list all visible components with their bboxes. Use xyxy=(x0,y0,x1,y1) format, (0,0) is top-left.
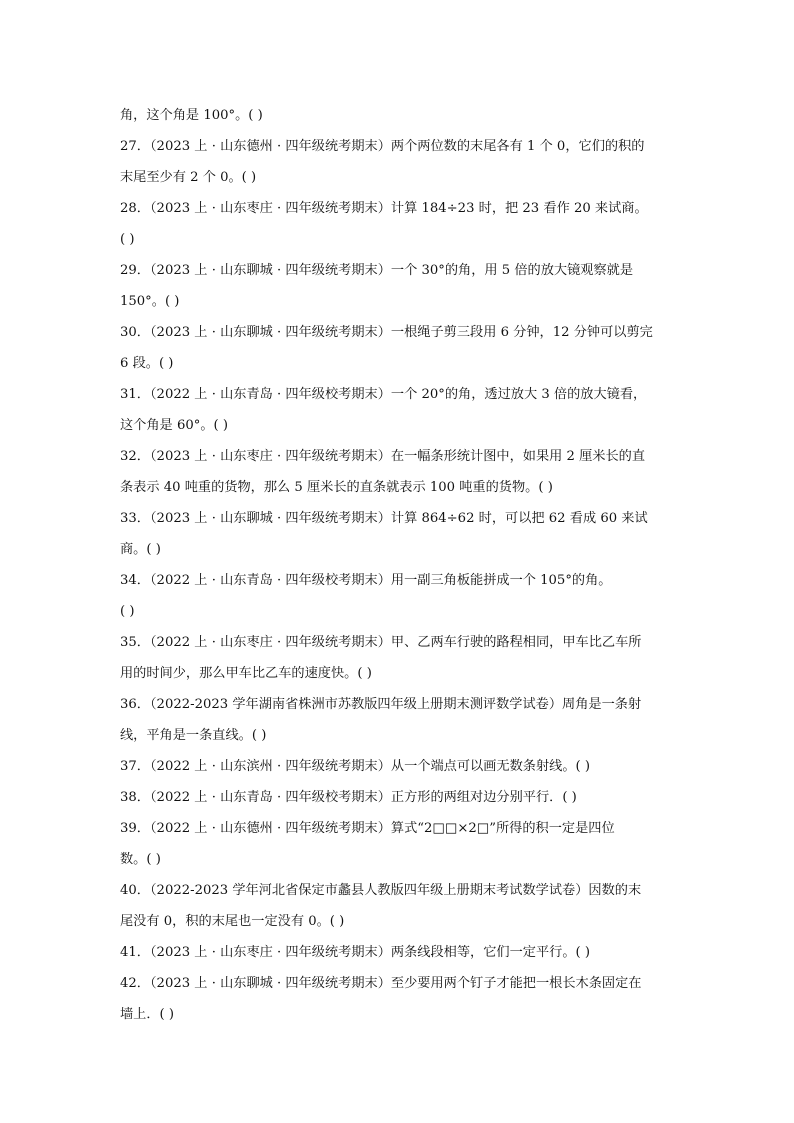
question-36-line-1: 36．（2022-2023 学年湖南省株洲市苏教版四年级上册期末测评数学试卷）周角是一条射 xyxy=(120,697,642,712)
question-35-line-1: 35．（2022 上 · 山东枣庄 · 四年级统考期末）甲、乙两车行驶的路程相同，甲车比乙车所 xyxy=(120,635,642,650)
question-list xyxy=(120,100,680,1030)
question-42-line-1: 42．（2023 上 · 山东聊城 · 四年级统考期末）至少要用两个钉子才能把一根长木条固定在 xyxy=(120,976,642,991)
question-31-line-1: 31．（2022 上 · 山东青岛 · 四年级校考期末）一个 20°的角，透过放大 3 倍的放大镜看， xyxy=(120,387,647,402)
question-28-line-1: 28．（2023 上 · 山东枣庄 · 四年级统考期末）计算 184÷23 时，把 23 看作 20 来试商。 xyxy=(120,201,648,216)
question-34-line-2: ( ) xyxy=(120,604,135,619)
question-32-line-1: 32．（2023 上 · 山东枣庄 · 四年级统考期末）在一幅条形统计图中，如果用 2 厘米长的直 xyxy=(120,449,646,464)
question-40-line-2: 尾没有 0，积的末尾也一定没有 0。( ) xyxy=(120,914,345,929)
question-30-line-1: 30．（2023 上 · 山东聊城 · 四年级统考期末）一根绳子剪三段用 6 分钟，12 分钟可以剪完 xyxy=(120,325,653,340)
question-42-line-2: 墙上．( ) xyxy=(120,1007,175,1022)
question-40-line-1: 40．（2022-2023 学年河北省保定市蠡县人教版四年级上册期末考试数学试卷）因数的末 xyxy=(120,883,642,898)
question-39-line-2: 数。( ) xyxy=(120,852,161,867)
question-29-line-2: 150°。( ) xyxy=(120,294,180,309)
question-30-line-2: 6 段。( ) xyxy=(120,356,174,371)
question-41-line-1: 41．（2023 上 · 山东枣庄 · 四年级统考期末）两条线段相等，它们一定平行。( ) xyxy=(120,945,591,960)
question-31-line-2: 这个角是 60°。( ) xyxy=(120,418,228,433)
question-27-line-2: 末尾至少有 2 个 0。( ) xyxy=(120,170,257,185)
question-27-line-1: 27．（2023 上 · 山东德州 · 四年级统考期末）两个两位数的末尾各有 1 个 0，它们的积的 xyxy=(120,139,645,154)
question-33-line-2: 商。( ) xyxy=(120,542,161,557)
question-32-line-2: 条表示 40 吨重的货物，那么 5 厘米长的直条就表示 100 吨重的货物。( ) xyxy=(120,480,553,495)
question-39-line-1: 39．（2022 上 · 山东德州 · 四年级统考期末）算式“2□□×2□”所得的积一定是四位 xyxy=(120,821,615,836)
question-28-line-2: ( ) xyxy=(120,232,135,247)
question-29-line-1: 29．（2023 上 · 山东聊城 · 四年级统考期末）一个 30°的角，用 5 倍的放大镜观察就是 xyxy=(120,263,634,278)
question-26-line-2: 角，这个角是 100°。( ) xyxy=(120,108,263,123)
question-38-line-1: 38．（2022 上 · 山东青岛 · 四年级校考期末）正方形的两组对边分别平行．( ) xyxy=(120,790,577,805)
question-35-line-2: 用的时间少，那么甲车比乙车的速度快。( ) xyxy=(120,666,372,681)
question-37-line-1: 37．（2022 上 · 山东滨州 · 四年级统考期末）从一个端点可以画无数条射线。( ) xyxy=(120,759,591,774)
question-34-line-1: 34．（2022 上 · 山东青岛 · 四年级校考期末）用一副三角板能拼成一个 105°的角。 xyxy=(120,573,612,588)
question-36-line-2: 线，平角是一条直线。( ) xyxy=(120,728,267,743)
question-33-line-1: 33．（2023 上 · 山东聊城 · 四年级统考期末）计算 864÷62 时，可以把 62 看成 60 来试 xyxy=(120,511,648,526)
